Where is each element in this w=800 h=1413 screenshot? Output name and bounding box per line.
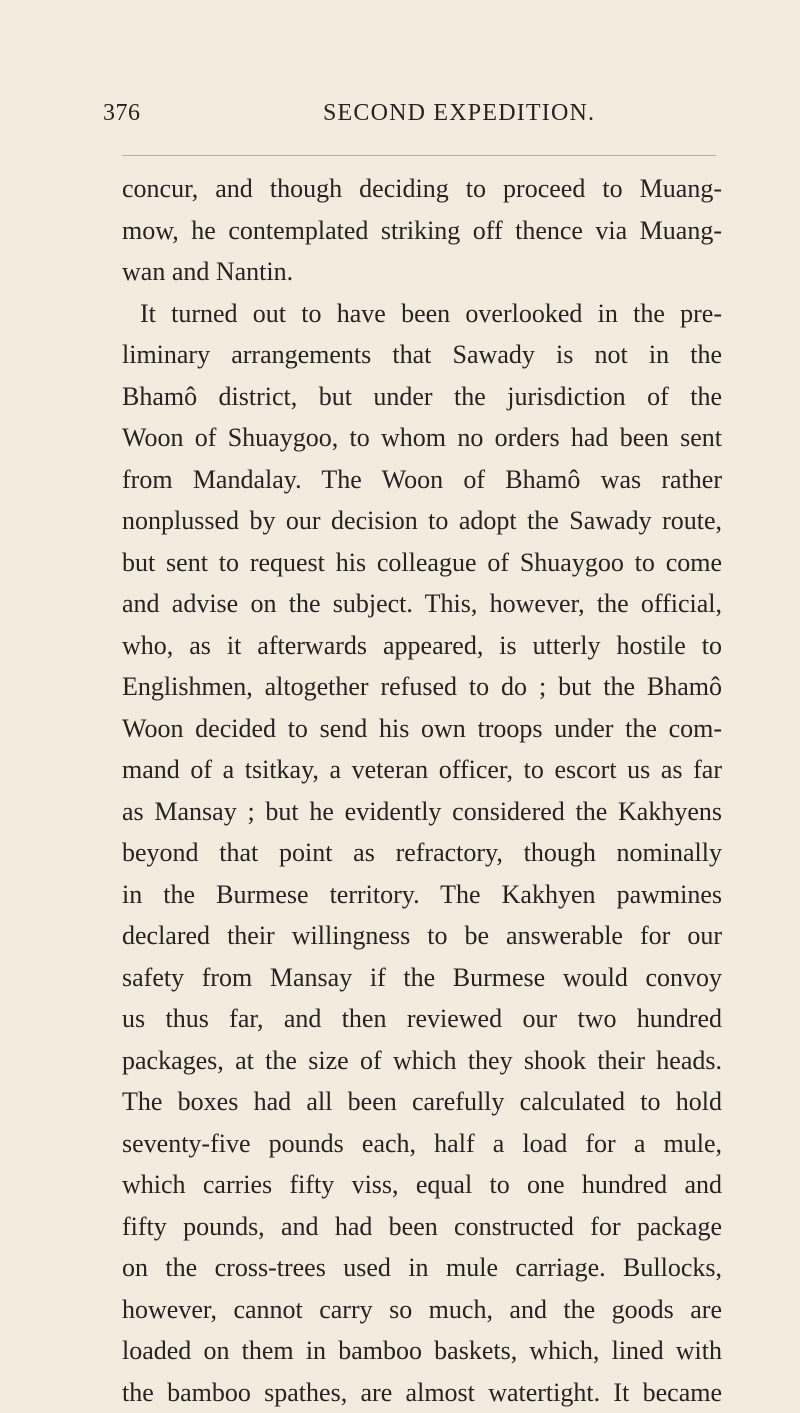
text-line-4: It turned out to have been overlooked in the pre-	[122, 293, 722, 335]
text-line-8: from Mandalay. The Woon of Bhamô was rather	[122, 459, 722, 501]
page-number: 376	[103, 100, 141, 127]
text-line-10: but sent to request his colleague of Shuaygoo to come	[122, 542, 722, 584]
text-line-29: loaded on them in bamboo baskets, which, lined with	[122, 1330, 722, 1372]
text-line-17: beyond that point as refractory, though nominally	[122, 832, 722, 874]
text-line-27: on the cross-trees used in mule carriage. Bullocks,	[122, 1247, 722, 1289]
text-line-2: mow, he contemplated striking off thence via Muang-	[122, 210, 722, 252]
text-line-30: the bamboo spathes, are almost watertight. It became	[122, 1372, 722, 1413]
text-line-14: Woon decided to send his own troops under the com-	[122, 708, 722, 750]
text-line-19: declared their willingness to be answerable for our	[122, 915, 722, 957]
text-line-22: packages, at the size of which they shook their heads.	[122, 1040, 722, 1082]
text-line-24: seventy-five pounds each, half a load for a mule,	[122, 1123, 722, 1165]
running-head: SECOND EXPEDITION.	[323, 100, 595, 127]
text-line-15: mand of a tsitkay, a veteran officer, to escort us as far	[122, 749, 722, 791]
text-line-1: concur, and though deciding to proceed to Muang-	[122, 168, 722, 210]
text-line-12: who, as it afterwards appeared, is utterly hostile to	[122, 625, 722, 667]
text-line-6: Bhamô district, but under the jurisdiction of the	[122, 376, 722, 418]
text-line-18: in the Burmese territory. The Kakhyen pawmines	[122, 874, 722, 916]
text-line-5: liminary arrangements that Sawady is not in the	[122, 334, 722, 376]
text-line-16: as Mansay ; but he evidently considered the Kakhyens	[122, 791, 722, 833]
text-line-20: safety from Mansay if the Burmese would convoy	[122, 957, 722, 999]
text-line-3: wan and Nantin.	[122, 251, 722, 293]
text-line-28: however, cannot carry so much, and the goods are	[122, 1289, 722, 1331]
text-line-25: which carries fifty viss, equal to one hundred and	[122, 1164, 722, 1206]
text-line-13: Englishmen, altogether refused to do ; but the Bhamô	[122, 666, 722, 708]
text-line-7: Woon of Shuaygoo, to whom no orders had been sent	[122, 417, 722, 459]
body-text	[122, 168, 722, 1413]
text-line-11: and advise on the subject. This, however, the official,	[122, 583, 722, 625]
text-line-26: fifty pounds, and had been constructed for package	[122, 1206, 722, 1248]
header-rule	[122, 155, 716, 156]
text-line-9: nonplussed by our decision to adopt the Sawady route,	[122, 500, 722, 542]
text-line-23: The boxes had all been carefully calculated to hold	[122, 1081, 722, 1123]
page-header	[103, 100, 718, 140]
text-line-21: us thus far, and then reviewed our two hundred	[122, 998, 722, 1040]
